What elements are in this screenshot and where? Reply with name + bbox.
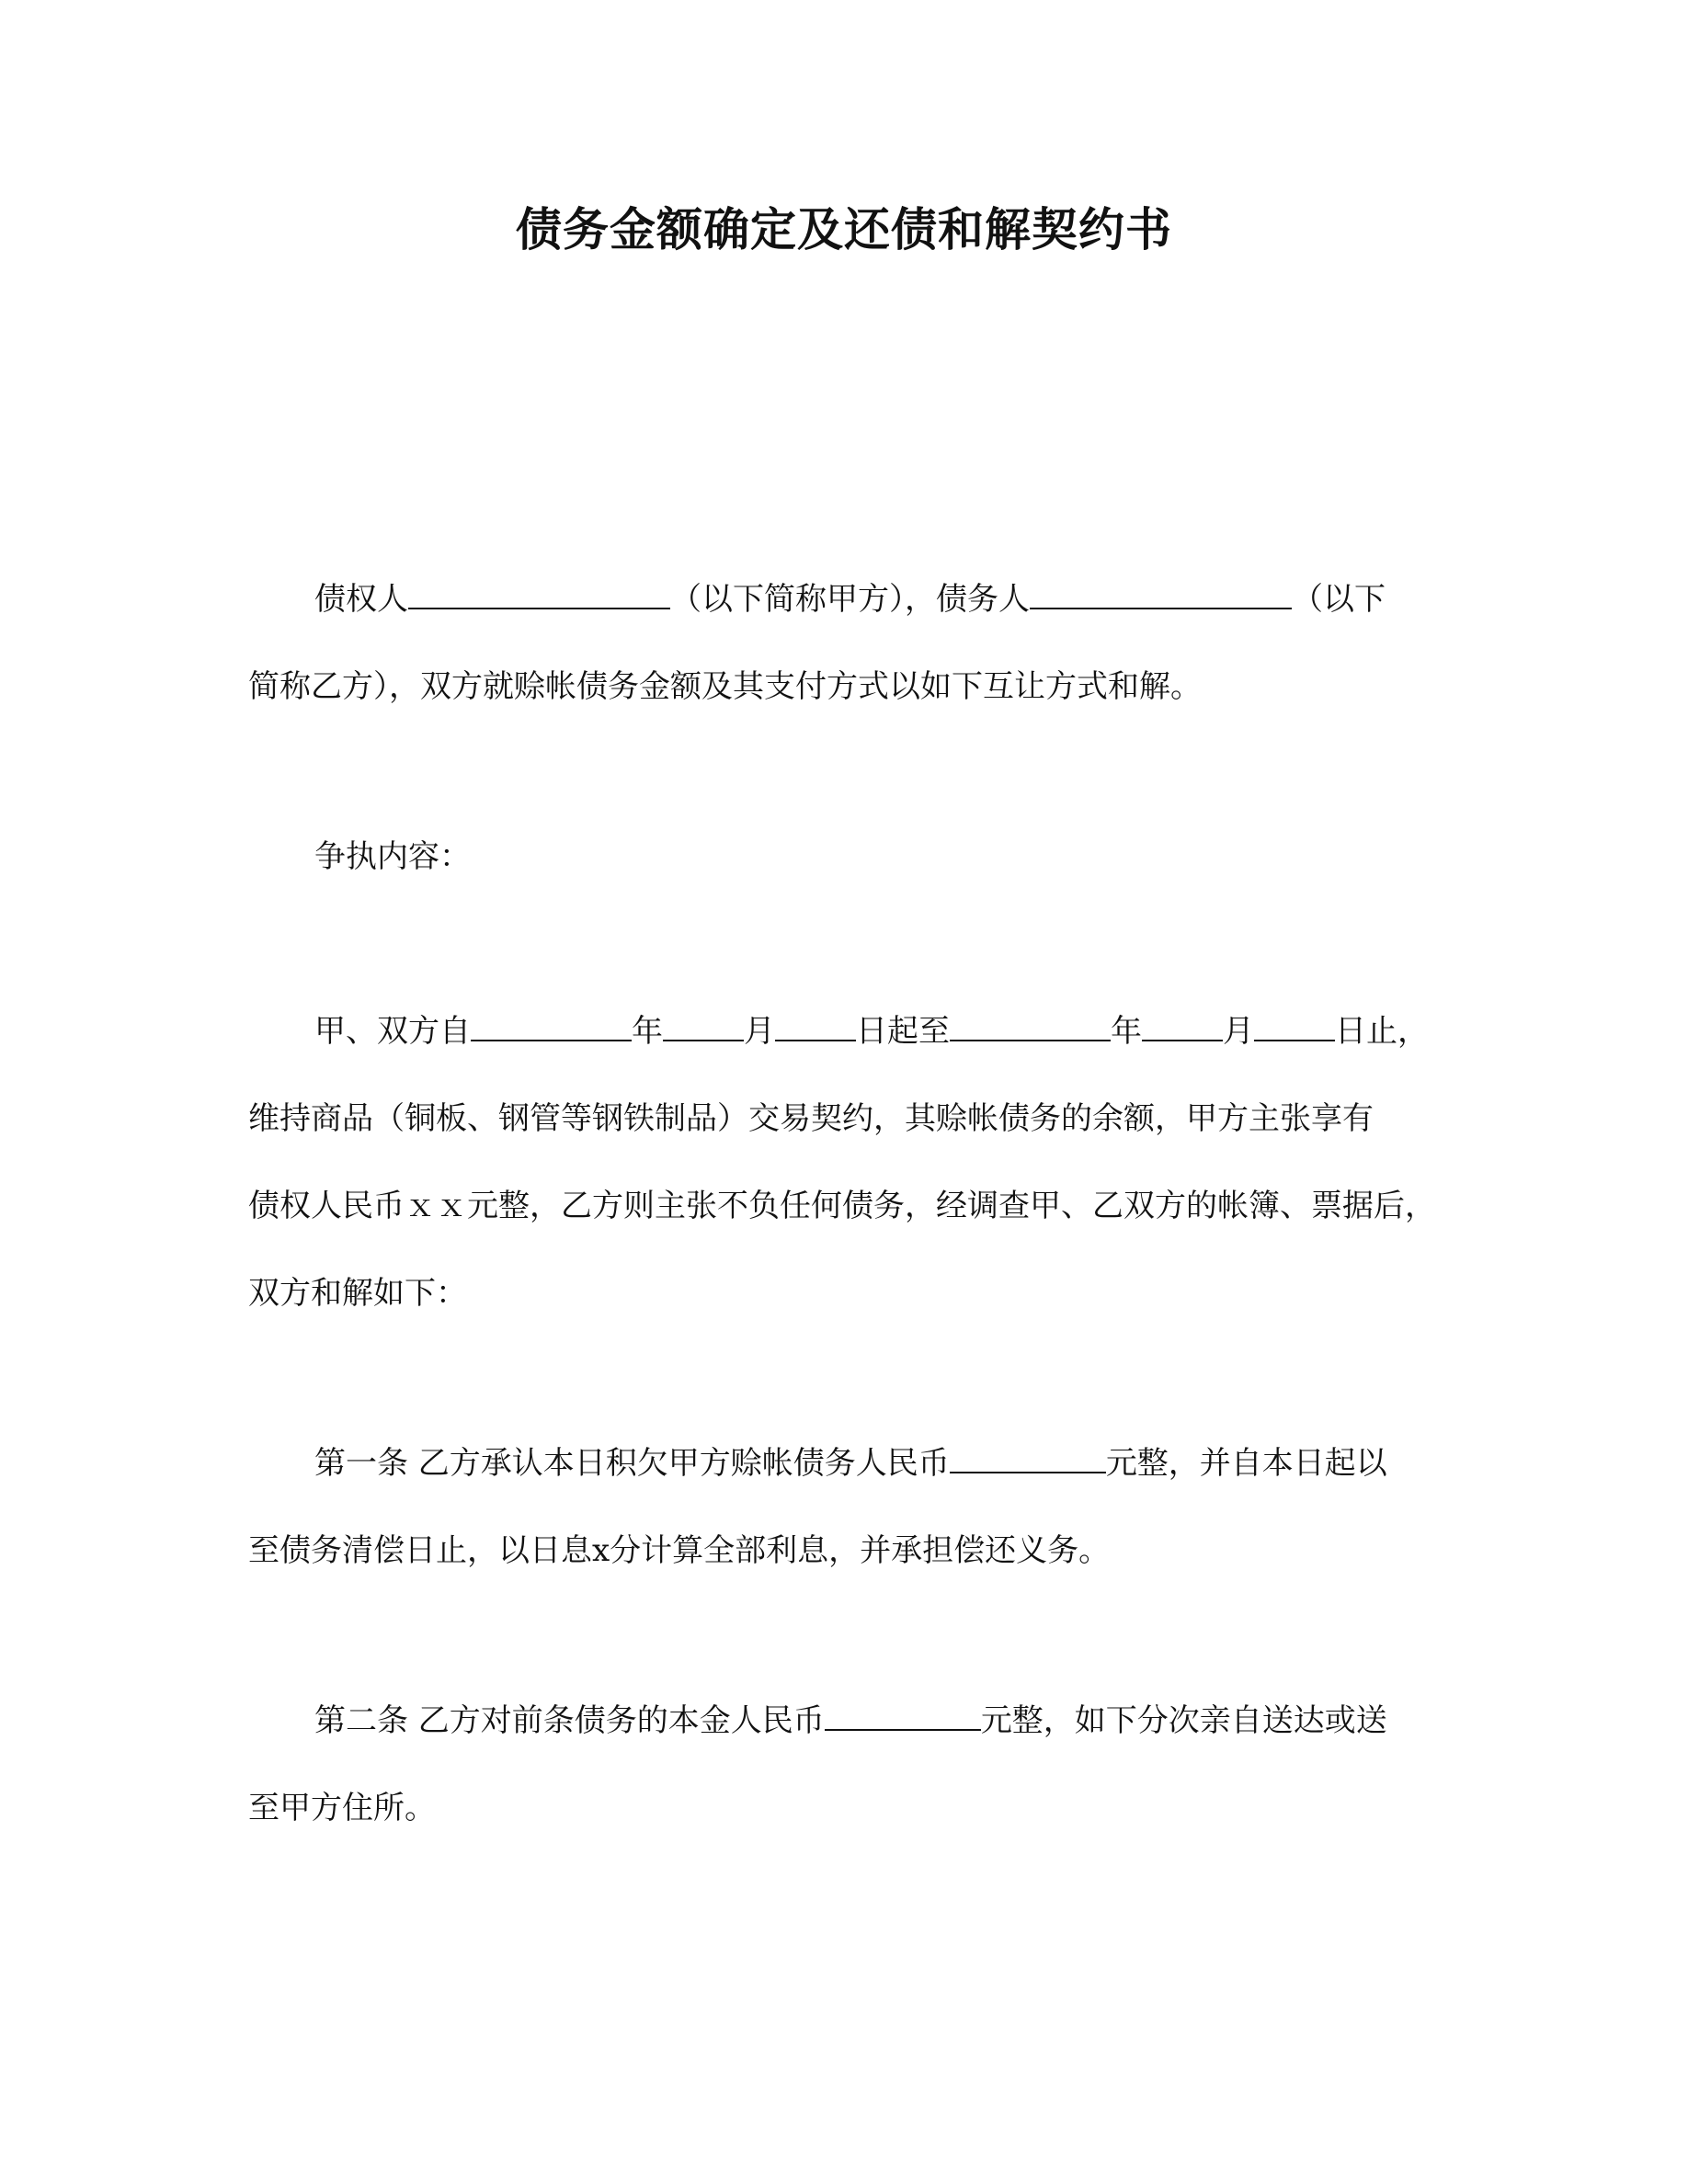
article-1-line-2: 至债务清偿日止，以日息x分计算全部利息，并承担偿还义务。 — [248, 1532, 1111, 1569]
article-2-line-2: 至甲方住所。 — [248, 1790, 436, 1826]
year-label-2: 年 — [1111, 1013, 1142, 1050]
month-to-blank — [1142, 1014, 1223, 1041]
year-from-blank — [471, 1014, 632, 1041]
article-2-amount-blank — [825, 1703, 981, 1731]
month-label-2: 月 — [1223, 1013, 1254, 1050]
dispute-line-1 — [248, 988, 1434, 1075]
dispute-line-2: 维持商品（铜板、钢管等钢铁制品）交易契约，其赊帐债务的余额，甲方主张享有 — [248, 1100, 1374, 1137]
article-1-line-1 — [248, 1420, 1434, 1507]
dispute-line-3: 债权人民币ｘｘ元整，乙方则主张不负任何债务，经调查甲、乙双方的帐簿、票据后， — [248, 1188, 1436, 1224]
intro-line-1-end: （以下 — [1292, 581, 1386, 618]
debtor-blank — [1030, 582, 1292, 609]
article-2-text-b: 元整，如下分次亲自送达或送 — [980, 1702, 1387, 1739]
intro-line-1 — [248, 556, 1434, 643]
intro-line-2: 简称乙方），双方就赊帐债务金额及其支付方式以如下互让方式和解。 — [248, 668, 1202, 705]
month-from-blank — [663, 1014, 744, 1041]
article-1-amount-blank — [950, 1446, 1106, 1473]
day-to-blank — [1254, 1014, 1335, 1041]
article-2-line-1 — [248, 1678, 1434, 1765]
document-title: 债务金额确定及还债和解契约书 — [516, 203, 1172, 256]
article-2-paragraph — [248, 1678, 1434, 1852]
year-to-blank — [950, 1014, 1111, 1041]
day-label: 日起至 — [856, 1013, 950, 1050]
creditor-blank — [408, 582, 670, 609]
article-1-text-a: 第一条 乙方承认本日积欠甲方赊帐债务人民币 — [314, 1445, 950, 1482]
date-from-label: 甲、双方自 — [314, 1013, 471, 1050]
article-1-text-b: 元整，并自本日起以 — [1105, 1445, 1387, 1482]
article-1-paragraph — [248, 1420, 1434, 1595]
day-from-blank — [775, 1014, 856, 1041]
dispute-heading-paragraph — [248, 813, 1434, 901]
dispute-paragraph — [248, 988, 1434, 1337]
creditor-label: 债权人 — [314, 581, 408, 618]
month-label: 月 — [744, 1013, 775, 1050]
debtor-label: （以下简称甲方），债务人 — [670, 581, 1030, 618]
day-label-2: 日止， — [1335, 1013, 1429, 1050]
intro-paragraph — [248, 556, 1434, 731]
dispute-line-4: 双方和解如下： — [248, 1275, 467, 1312]
dispute-heading: 争执内容： — [314, 838, 471, 875]
article-2-text-a: 第二条 乙方对前条债务的本金人民币 — [314, 1702, 825, 1739]
year-label: 年 — [632, 1013, 663, 1050]
